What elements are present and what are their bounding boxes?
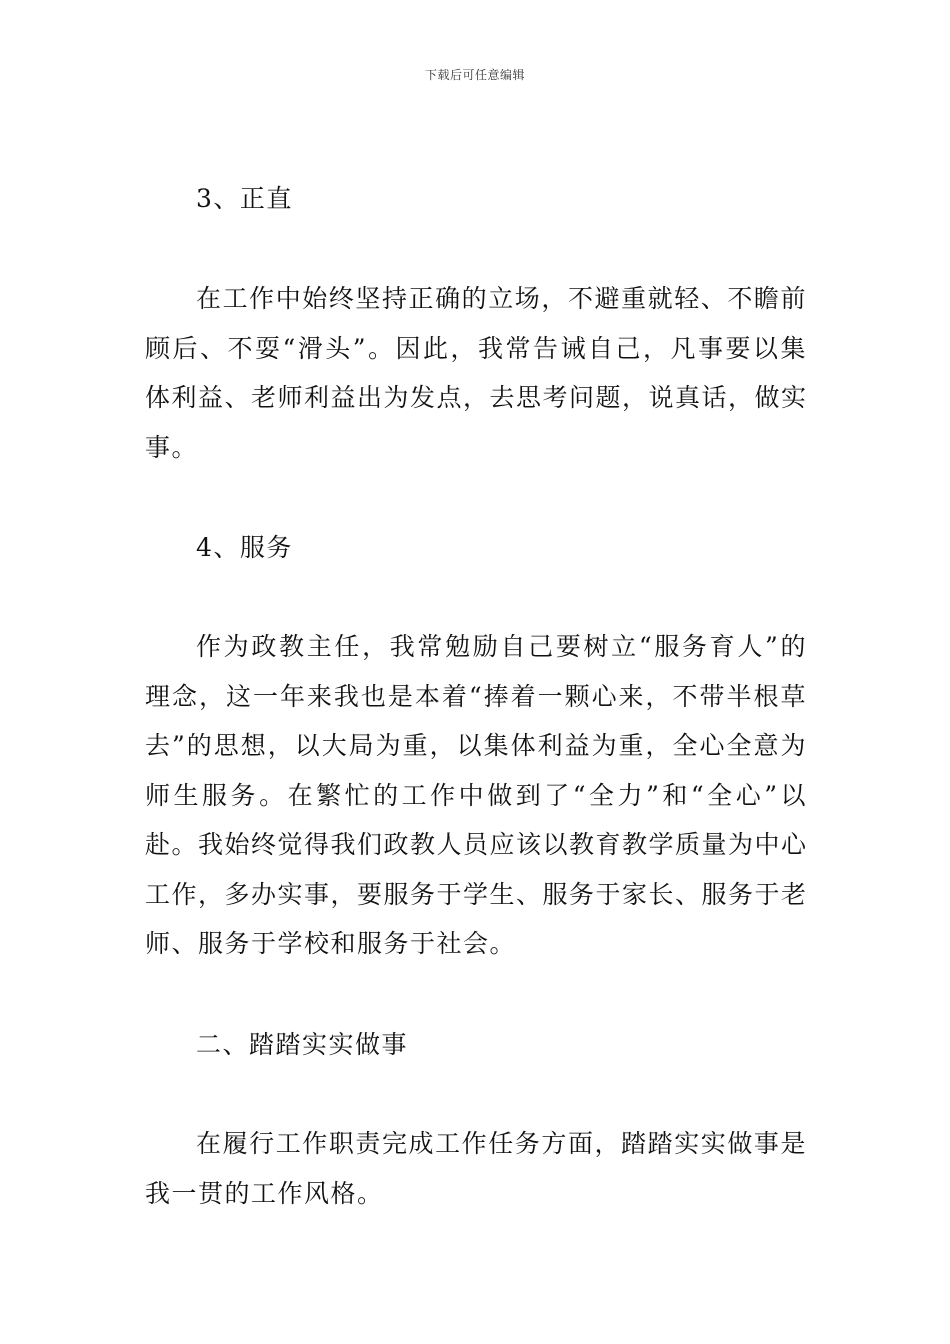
section-heading-integrity: 3、正直 (196, 184, 293, 213)
paragraph-service (145, 622, 807, 969)
paragraph-line: 在履行工作职责完成工作任务方面，踏踏实实做事是 (196, 1129, 807, 1158)
paragraph-line: 作为政教主任，我常勉励自己要树立“服务育人”的 (196, 632, 807, 661)
paragraph-integrity (145, 274, 807, 472)
paragraph-line: 工作，多办实事，要服务于学生、服务于家长、服务于老 (145, 879, 808, 909)
paragraph-line: 顾后、不耍“滑头”。因此，我常告诫自己，凡事要以集 (145, 333, 807, 363)
section-heading-practical-work: 二、踏踏实实做事 (196, 1030, 409, 1059)
paragraph-line: 去”的思想，以大局为重，以集体利益为重，全心全意为 (145, 731, 807, 760)
paragraph-line: 我一贯的工作风格。 (145, 1178, 384, 1208)
paragraph-line: 在工作中始终坚持正确的立场，不避重就轻、不瞻前 (196, 284, 807, 313)
paragraph-line: 赴。我始终觉得我们政教人员应该以教育教学质量为中心 (145, 830, 808, 859)
paragraph-practical-work (145, 1119, 807, 1218)
paragraph-line: 体利益、老师利益出为发点，去思考问题，说真话，做实 (145, 383, 808, 412)
paragraph-line: 事。 (145, 432, 199, 462)
paragraph-line: 师生服务。在繁忙的工作中做到了“全力”和“全心”以 (145, 780, 807, 810)
page-header: 下载后可任意编辑 (424, 68, 525, 82)
section-heading-service: 4、服务 (196, 533, 293, 562)
paragraph-line: 师、服务于学校和服务于社会。 (145, 929, 517, 958)
paragraph-line: 理念，这一年来我也是本着“捧着一颗心来，不带半根草 (145, 681, 807, 711)
